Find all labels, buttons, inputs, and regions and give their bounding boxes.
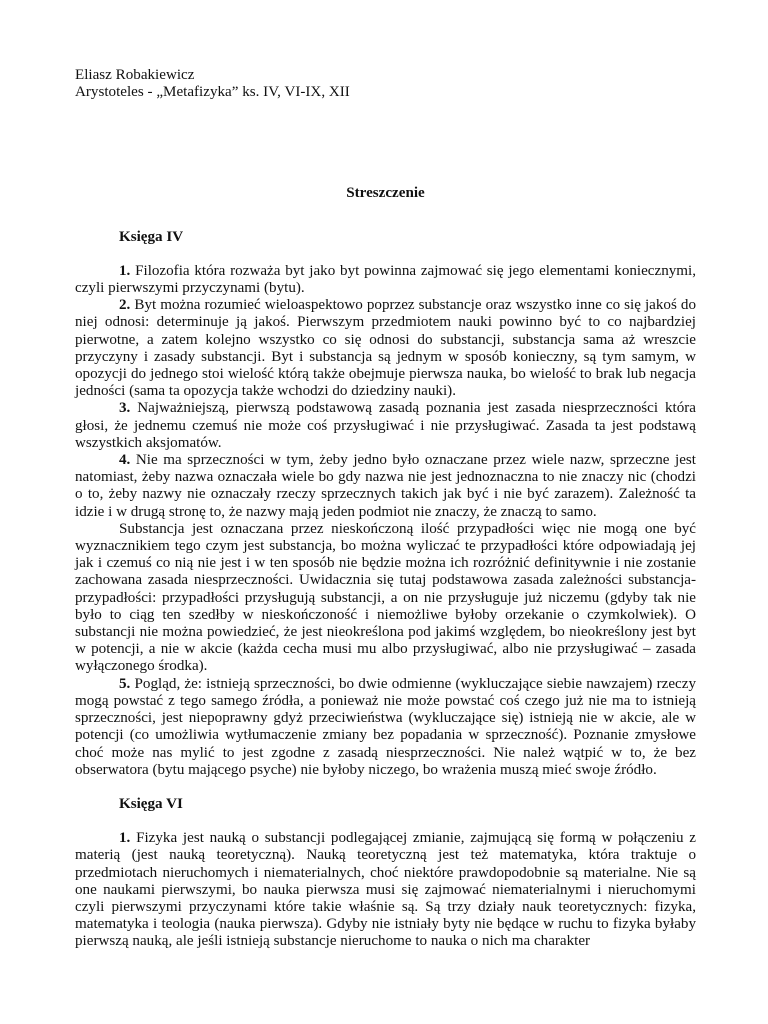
paragraph-text: Byt można rozumieć wieloaspektowo poprzez substancje oraz wszystko inne co się jakoś do niej odnosi: determinuje ją jakoś. Pierwszym przedmiotem nauki powinno być to co najbardziej pierwotne, a zatem kolejno wszystko co się odnosi do substancji, substancja sama aż wreszcie przyczyny i zasady substancji. Byt i substancja są jednym w sposób konieczny, są tym samym, w opozycji do jednego stoi wielość którą także obejmuje pierwsza nauka, bo wielość to brak lub negacja jedności (sama ta opozycja także wchodzi do dziedziny nauki). xyxy=(75,297,696,400)
paragraph-number: 3. xyxy=(119,400,131,417)
paragraph xyxy=(75,452,696,521)
paragraph xyxy=(75,400,696,452)
paragraph-number: 1. xyxy=(119,262,131,279)
work-title: Arystoteles - „Metafizyka” ks. IV, VI-IX, XII xyxy=(75,84,350,101)
book-heading-vi: Księga VI xyxy=(119,795,183,812)
document-title: Streszczenie xyxy=(346,185,425,202)
author-name: Eliasz Robakiewicz xyxy=(75,67,195,83)
paragraph xyxy=(75,521,696,676)
document-body xyxy=(75,67,696,951)
paragraph xyxy=(75,263,696,297)
paragraph-text: Filozofia która rozważa byt jako byt powinna zajmować się jego elementami koniecznymi, czyli pierwszymi przyczynami (bytu). xyxy=(75,262,696,297)
paragraph-number: 4. xyxy=(119,452,131,469)
paragraph xyxy=(75,830,696,950)
paragraph-text: Pogląd, że: istnieją sprzeczności, bo dwie odmienne (wykluczające siebie nawzajem) rzeczy mogą powstać z tego samego źródła, a ponieważ nie może powstać coś czego już nie ma to istnieją sprzeczności, jest niepoprawny gdyż przeciwieństwa (wykluczające się) istnieją nie w akcie, ale w potencji (co umożliwia wytłumaczenie zmiany bez popadania w sprzeczność). Poznanie zmysłowe choć może nas mylić to jest zgodne z zasadą niesprzeczności. Nie należ wątpić w to, że bez obserwatora (bytu mającego psyche) nie byłoby niczego, bo wrażenia muszą mieć swoje źródło. xyxy=(75,675,696,778)
paragraph-number: 2. xyxy=(119,297,131,314)
paragraph-text: Najważniejszą, pierwszą podstawową zasadą poznania jest zasada niesprzeczności która głosi, że jednemu czemuś nie może coś przysługiwać i nie przysługiwać. Zasada ta jest podstawą wszystkich aksjomatów. xyxy=(75,400,696,451)
paragraph-number: 5. xyxy=(119,675,131,692)
paragraph-number: 1. xyxy=(119,830,131,847)
paragraph-text: Nie ma sprzeczności w tym, żeby jedno było oznaczane przez wiele nazw, sprzeczne jest natomiast, żeby nazwa oznaczała wiele bo gdy nazwa nie jest jednoznaczna to nie znaczy nic (chodzi o to, żeby nazwy nie oznaczały rzeczy sprzecznych takich jak być i nie być zarazem). Zależność ta idzie i w drugą stronę to, że nazwy mają jeden podmiot nie znaczy, że znaczą to samo. xyxy=(75,452,696,520)
paragraph xyxy=(75,676,696,779)
paragraph xyxy=(75,297,696,400)
book-heading-iv: Księga IV xyxy=(119,228,184,245)
paragraph-text: Substancja jest oznaczana przez nieskończoną ilość przypadłości więc nie mogą one być wyznacznikiem tego czym jest substancja, bo można wyliczać te przypadłości które odpowiadają jej jak i czemuś co nią nie jest i w ten sposób nie będzie można ich rozróżnić definitywnie i nie zostanie zachowana zasada niesprzeczności. Uwidacznia się tutaj podstawowa zasada zależności substancja-przypadłości: przypadłości przysługują substancji, a on nie przysługuje już niczemu (gdyby tak nie było to ciąg ten szedłby w nieskończoność i niemożliwe byłoby orzekanie o czymkolwiek). O substancji nie można powiedzieć, że jest nieokreślona pod jakimś względem, bo nieokreślony jest byt w potencji, a nie w akcie (każda cecha musi mu albo przysługiwać, albo nie przysługiwać – zasada wyłączonego środka). xyxy=(75,520,696,675)
paragraph-text: Fizyka jest nauką o substancji podlegającej zmianie, zajmującą się formą w połączeniu z materią (jest nauką teoretyczną). Nauką teoretyczną jest też matematyka, która traktuje o przedmiotach nieruchomych i niematerialnych, choć niektóre prawdopodobnie są materialne. Nie są one naukami pierwszymi, bo nauka pierwsza musi się zajmować niematerialnymi i nieruchomymi czyli pierwszymi przyczynami które takie właśnie są. Są trzy działy nauk teoretycznych: fizyka, matematyka i teologia (nauka pierwsza). Gdyby nie istniały byty nie będące w ruchu to fizyka byłaby pierwszą nauką, ale jeśli istnieją substancje nieruchome to nauka o nich ma charakter xyxy=(75,830,696,950)
